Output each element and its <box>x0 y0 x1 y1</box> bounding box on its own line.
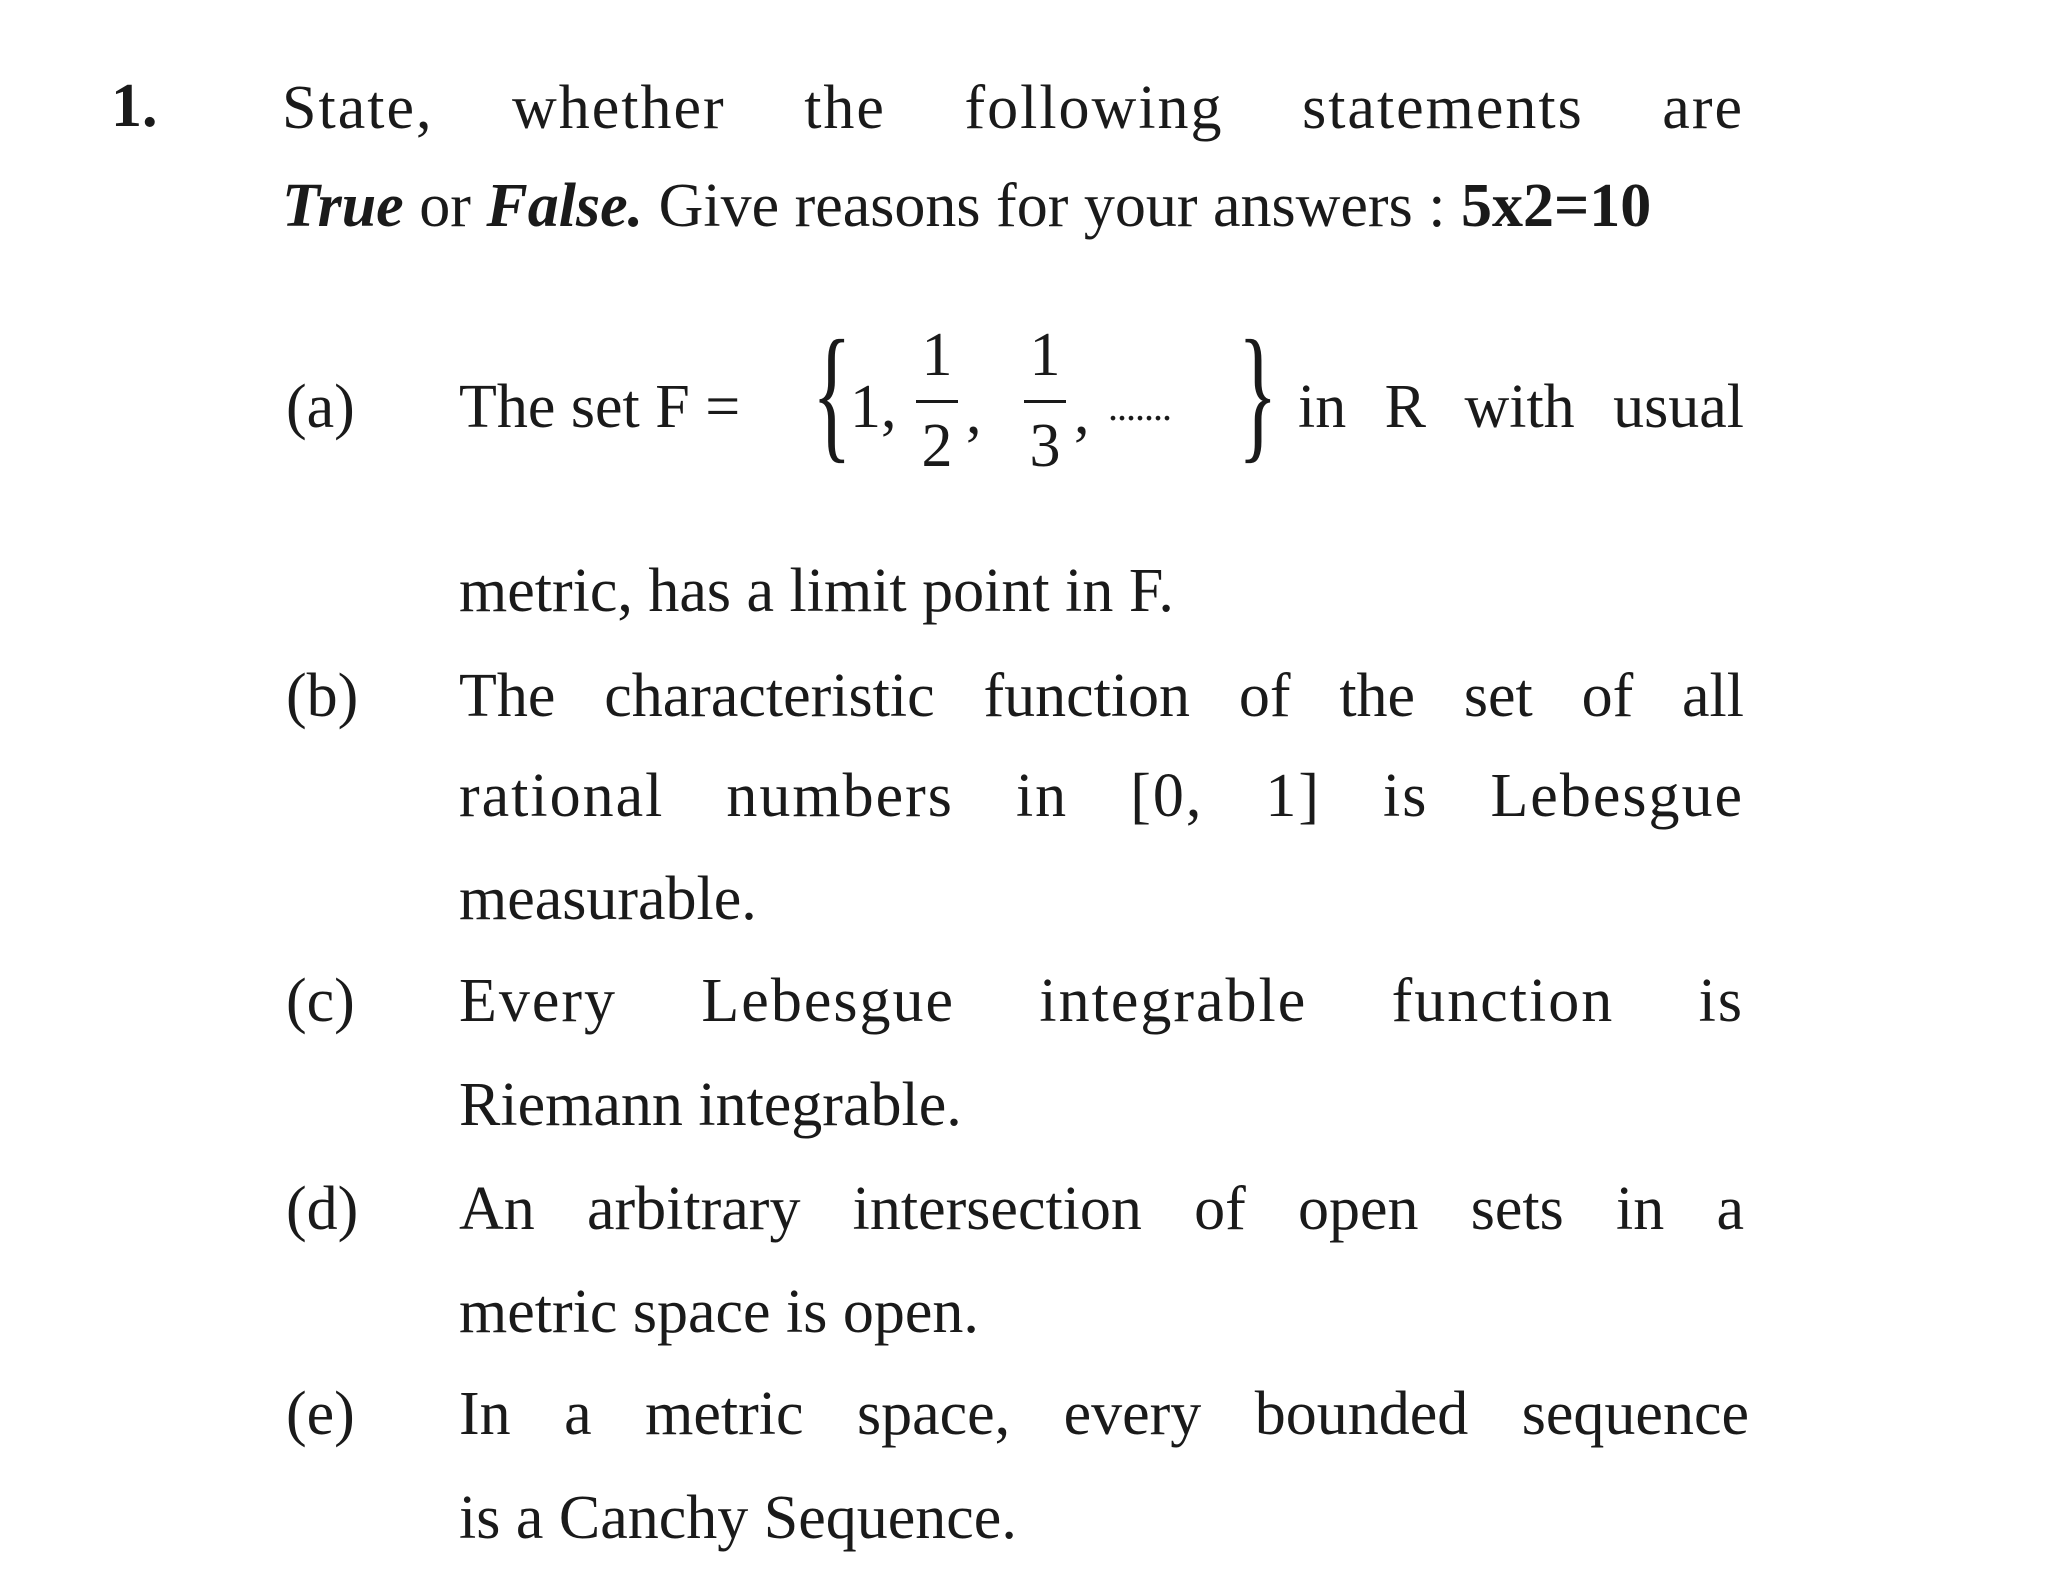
ellipsis: ....... <box>1108 384 1171 429</box>
item-text-line: The characteristic function of the set of all <box>459 662 1744 730</box>
set-definition-suffix: in R with usual <box>1298 373 1744 441</box>
item-text-line: measurable. <box>459 865 757 933</box>
instruction-text: Give reasons for your answers : <box>643 172 1461 240</box>
item-text-line: Riemann integrable. <box>459 1071 962 1139</box>
fraction-one-half <box>912 321 962 480</box>
fraction-one-third <box>1020 321 1070 480</box>
item-label: (b) <box>286 662 359 730</box>
or-word: or <box>403 172 487 240</box>
numerator: 1 <box>921 321 953 389</box>
true-word: True <box>282 172 404 240</box>
fraction-bar <box>916 400 958 403</box>
comma: , <box>1074 379 1090 447</box>
question-intro-line2 <box>282 172 1912 240</box>
item-text-line: metric space is open. <box>459 1278 979 1346</box>
left-brace: { <box>812 310 852 476</box>
right-brace: } <box>1238 310 1278 476</box>
item-text-line: metric, has a limit point in F. <box>459 557 1174 625</box>
item-label: (c) <box>286 967 355 1035</box>
denominator: 2 <box>921 412 953 480</box>
question-number: 1. <box>111 72 158 140</box>
item-text-line: rational numbers in [0, 1] is Lebesgue <box>459 762 1744 830</box>
item-text-line: is a Canchy Sequence. <box>459 1484 1017 1552</box>
numerator: 1 <box>1029 321 1061 389</box>
item-label: (d) <box>286 1175 359 1243</box>
set-first-element: 1, <box>850 373 897 441</box>
fraction-bar <box>1024 400 1066 403</box>
item-text-line: In a metric space, every bounded sequence <box>459 1380 1749 1448</box>
question-intro-line1: State, whether the following statements are <box>282 74 1744 142</box>
item-label: (a) <box>286 373 355 441</box>
item-text-line: An arbitrary intersection of open sets in a <box>459 1175 1744 1243</box>
false-word: False. <box>486 172 644 240</box>
set-definition-prefix: The set F = <box>459 373 741 441</box>
marks: 5x2=10 <box>1460 172 1652 240</box>
item-label: (e) <box>286 1380 355 1448</box>
comma: , <box>966 379 982 447</box>
item-text-line: Every Lebesgue integrable function is <box>459 967 1744 1035</box>
denominator: 3 <box>1029 412 1061 480</box>
